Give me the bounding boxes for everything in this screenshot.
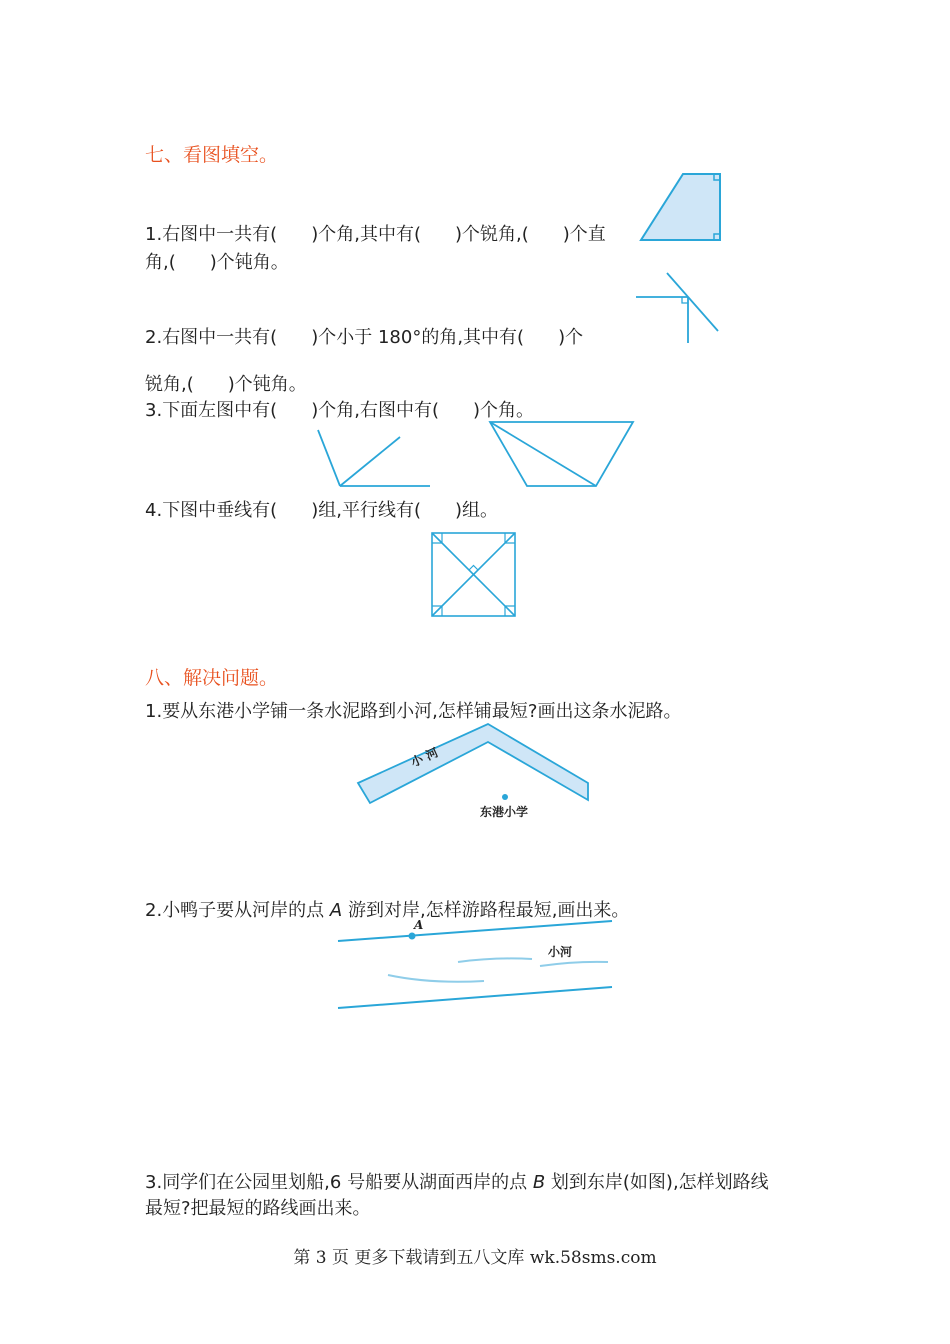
question-number: 2. [145,327,163,348]
question-7-3 [145,398,534,424]
question-text: )个钝角。 [209,252,289,273]
question-text: )个 [558,327,584,348]
question-8-3-line1 [145,1170,769,1196]
question-text: 小鸭子要从河岸的点 [162,900,330,921]
point-a-marker [409,933,416,940]
question-number: 3. [145,400,163,421]
question-number: 4. [145,500,163,521]
section-8-title: 八、解决问题。 [145,667,279,689]
question-text: 下面左图中有( [162,400,278,421]
question-number: 2. [145,900,163,921]
question-text: 下图中垂线有( [162,500,278,521]
river-label: 小 河 [408,745,441,770]
question-text: 最短?把最短的路线画出来。 [145,1198,371,1219]
question-7-2-line1 [145,325,583,351]
school-label: 东港小学 [480,805,529,819]
trapezoid-diagonal-figure [490,422,633,486]
question-text: )个角,右图中有( [311,400,439,421]
question-7-4 [145,498,498,524]
question-text: )个钝角。 [227,374,307,395]
question-text: 右图中一共有( [162,224,278,245]
question-text: 游到对岸,怎样游路程最短,画出来。 [342,900,630,921]
section-7-title: 七、看图填空。 [145,144,279,166]
question-text: 右图中一共有( [162,327,278,348]
point-a-label: A [414,918,424,932]
river-label: 小河 [548,945,573,959]
question-text: )组,平行线有( [311,500,421,521]
question-text: 同学们在公园里划船,6 号船要从湖面西岸的点 [162,1172,533,1193]
question-text: )个锐角,( [455,224,529,245]
question-text: )个直 [562,224,606,245]
point-label: A [329,900,343,921]
question-text: 划到东岸(如图),怎样划路线 [545,1172,769,1193]
question-number: 1. [145,224,163,245]
square-diagonals-figure [432,533,515,616]
page-footer: 第 3 页 更多下载请到五八文库 wk.58sms.com [293,1248,657,1268]
school-point [502,794,508,800]
question-8-1 [145,699,681,725]
question-text: )个小于 180°的角,其中有( [311,327,525,348]
question-7-2-line2 [145,372,307,398]
intersecting-lines-figure [636,273,718,343]
point-label: B [532,1172,546,1193]
river-banks-figure [338,921,612,1008]
question-text: 锐角,( [145,374,194,395]
trapezoid-figure [641,174,720,240]
question-number: 1. [145,701,163,722]
angles-figure [318,430,430,486]
question-text: )组。 [455,500,499,521]
river-bend-figure [358,724,588,803]
question-text: 角,( [145,252,176,273]
question-text: 要从东港小学铺一条水泥路到小河,怎样铺最短?画出这条水泥路。 [162,701,682,722]
question-8-2 [145,898,629,924]
question-8-3-line2 [145,1196,371,1222]
question-text: )个角。 [473,400,535,421]
question-number: 3. [145,1172,163,1193]
question-text: )个角,其中有( [311,224,421,245]
